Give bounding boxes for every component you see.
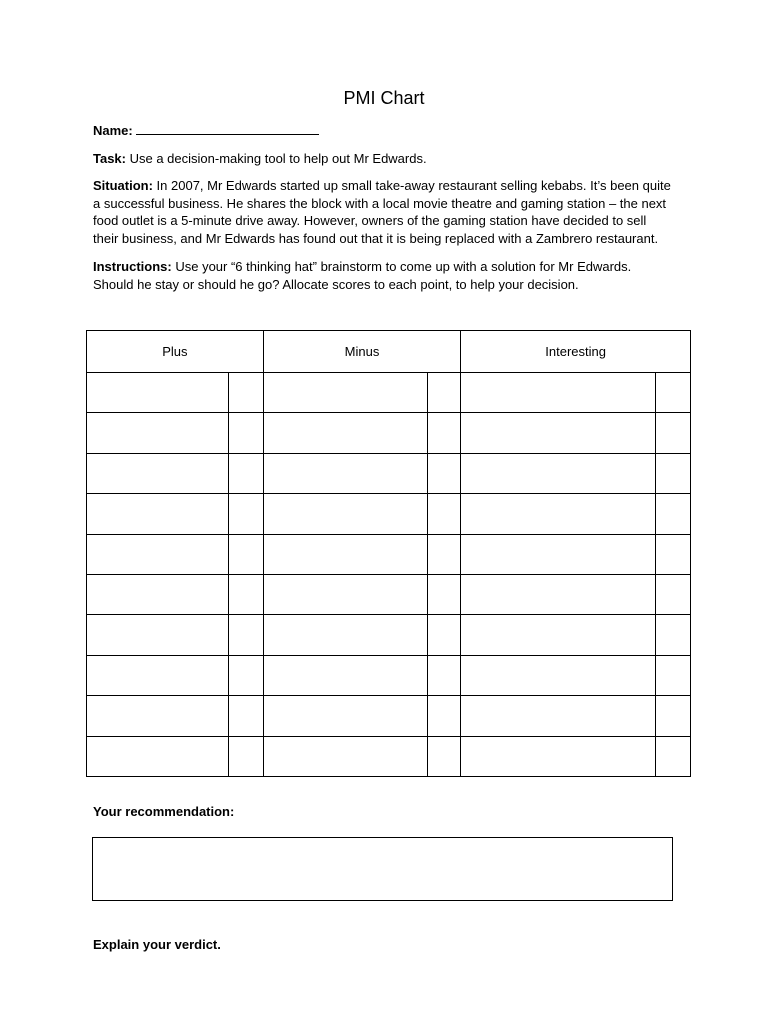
plus-score-cell[interactable] bbox=[228, 413, 263, 453]
interesting-score-cell[interactable] bbox=[656, 373, 691, 413]
name-line bbox=[93, 122, 683, 140]
table-row bbox=[87, 373, 691, 413]
interesting-point-cell[interactable] bbox=[461, 494, 656, 534]
plus-point-cell[interactable] bbox=[87, 696, 229, 736]
minus-score-cell[interactable] bbox=[428, 413, 461, 453]
interesting-header: Interesting bbox=[461, 331, 691, 373]
plus-point-cell[interactable] bbox=[87, 453, 229, 493]
interesting-score-cell[interactable] bbox=[656, 494, 691, 534]
minus-point-cell[interactable] bbox=[263, 373, 428, 413]
task-label: Task: bbox=[93, 151, 126, 166]
interesting-point-cell[interactable] bbox=[461, 413, 656, 453]
interesting-point-cell[interactable] bbox=[461, 655, 656, 695]
instructions-line-2: Should he stay or should he go? Allocate scores to each point, to help your decision. bbox=[93, 276, 579, 292]
plus-point-cell[interactable] bbox=[87, 736, 229, 776]
minus-header: Minus bbox=[263, 331, 461, 373]
minus-score-cell[interactable] bbox=[428, 373, 461, 413]
task-line bbox=[93, 150, 683, 168]
table-row bbox=[87, 534, 691, 574]
plus-point-cell[interactable] bbox=[87, 615, 229, 655]
minus-score-cell[interactable] bbox=[428, 696, 461, 736]
interesting-score-cell[interactable] bbox=[656, 615, 691, 655]
minus-point-cell[interactable] bbox=[263, 453, 428, 493]
table-row bbox=[87, 615, 691, 655]
instructions-paragraph bbox=[93, 258, 683, 293]
task-text: Use a decision-making tool to help out Mr Edwards. bbox=[126, 151, 427, 166]
pmi-header-row bbox=[87, 331, 691, 373]
interesting-score-cell[interactable] bbox=[656, 574, 691, 614]
plus-point-cell[interactable] bbox=[87, 413, 229, 453]
situation-line-3: food outlet is a 5-minute drive away. However, owners of the gaming station have decided to sell bbox=[93, 213, 647, 228]
table-row bbox=[87, 655, 691, 695]
interesting-score-cell[interactable] bbox=[656, 736, 691, 776]
minus-score-cell[interactable] bbox=[428, 574, 461, 614]
recommendation-label: Your recommendation: bbox=[93, 804, 235, 819]
plus-point-cell[interactable] bbox=[87, 494, 229, 534]
plus-point-cell[interactable] bbox=[87, 534, 229, 574]
plus-score-cell[interactable] bbox=[228, 453, 263, 493]
situation-line-4: their business, and Mr Edwards has found out that it is being replaced with a Zambrero restaurant. bbox=[93, 230, 659, 246]
minus-point-cell[interactable] bbox=[263, 534, 428, 574]
name-blank-field[interactable] bbox=[136, 123, 319, 135]
interesting-point-cell[interactable] bbox=[461, 696, 656, 736]
name-label: Name: bbox=[93, 123, 133, 138]
plus-point-cell[interactable] bbox=[87, 574, 229, 614]
situation-label: Situation: bbox=[93, 178, 153, 193]
interesting-point-cell[interactable] bbox=[461, 574, 656, 614]
minus-score-cell[interactable] bbox=[428, 494, 461, 534]
plus-score-cell[interactable] bbox=[228, 494, 263, 534]
situation-line-1: In 2007, Mr Edwards started up small take-away restaurant selling kebabs. It’s been quite bbox=[152, 178, 671, 193]
plus-header: Plus bbox=[87, 331, 264, 373]
table-row bbox=[87, 736, 691, 776]
table-row bbox=[87, 413, 691, 453]
situation-paragraph bbox=[93, 177, 683, 247]
minus-score-cell[interactable] bbox=[428, 453, 461, 493]
plus-point-cell[interactable] bbox=[87, 373, 229, 413]
interesting-point-cell[interactable] bbox=[461, 736, 656, 776]
pmi-table-body bbox=[87, 373, 691, 777]
table-row bbox=[87, 453, 691, 493]
minus-score-cell[interactable] bbox=[428, 534, 461, 574]
plus-score-cell[interactable] bbox=[228, 655, 263, 695]
plus-score-cell[interactable] bbox=[228, 534, 263, 574]
interesting-score-cell[interactable] bbox=[656, 413, 691, 453]
page-title: PMI Chart bbox=[343, 88, 425, 108]
table-row bbox=[87, 574, 691, 614]
situation-line-2: a successful business. He shares the block with a local movie theatre and gaming station – the next bbox=[93, 195, 667, 211]
plus-point-cell[interactable] bbox=[87, 655, 229, 695]
minus-point-cell[interactable] bbox=[263, 615, 428, 655]
plus-score-cell[interactable] bbox=[228, 696, 263, 736]
minus-point-cell[interactable] bbox=[263, 696, 428, 736]
interesting-score-cell[interactable] bbox=[656, 696, 691, 736]
minus-score-cell[interactable] bbox=[428, 615, 461, 655]
minus-point-cell[interactable] bbox=[263, 574, 428, 614]
plus-score-cell[interactable] bbox=[228, 574, 263, 614]
plus-score-cell[interactable] bbox=[228, 615, 263, 655]
interesting-point-cell[interactable] bbox=[461, 453, 656, 493]
interesting-score-cell[interactable] bbox=[656, 453, 691, 493]
interesting-point-cell[interactable] bbox=[461, 373, 656, 413]
interesting-score-cell[interactable] bbox=[656, 655, 691, 695]
minus-point-cell[interactable] bbox=[263, 494, 428, 534]
interesting-score-cell[interactable] bbox=[656, 534, 691, 574]
verdict-label: Explain your verdict. bbox=[93, 937, 221, 952]
plus-score-cell[interactable] bbox=[228, 736, 263, 776]
pmi-table bbox=[86, 330, 691, 777]
minus-score-cell[interactable] bbox=[428, 655, 461, 695]
interesting-point-cell[interactable] bbox=[461, 615, 656, 655]
minus-score-cell[interactable] bbox=[428, 736, 461, 776]
table-row bbox=[87, 494, 691, 534]
instructions-label: Instructions: bbox=[93, 259, 172, 274]
minus-point-cell[interactable] bbox=[263, 413, 428, 453]
table-row bbox=[87, 696, 691, 736]
recommendation-box[interactable] bbox=[92, 837, 673, 901]
minus-point-cell[interactable] bbox=[263, 736, 428, 776]
minus-point-cell[interactable] bbox=[263, 655, 428, 695]
instructions-line-1: Use your “6 thinking hat” brainstorm to come up with a solution for Mr Edwards. bbox=[171, 259, 632, 274]
plus-score-cell[interactable] bbox=[228, 373, 263, 413]
interesting-point-cell[interactable] bbox=[461, 534, 656, 574]
